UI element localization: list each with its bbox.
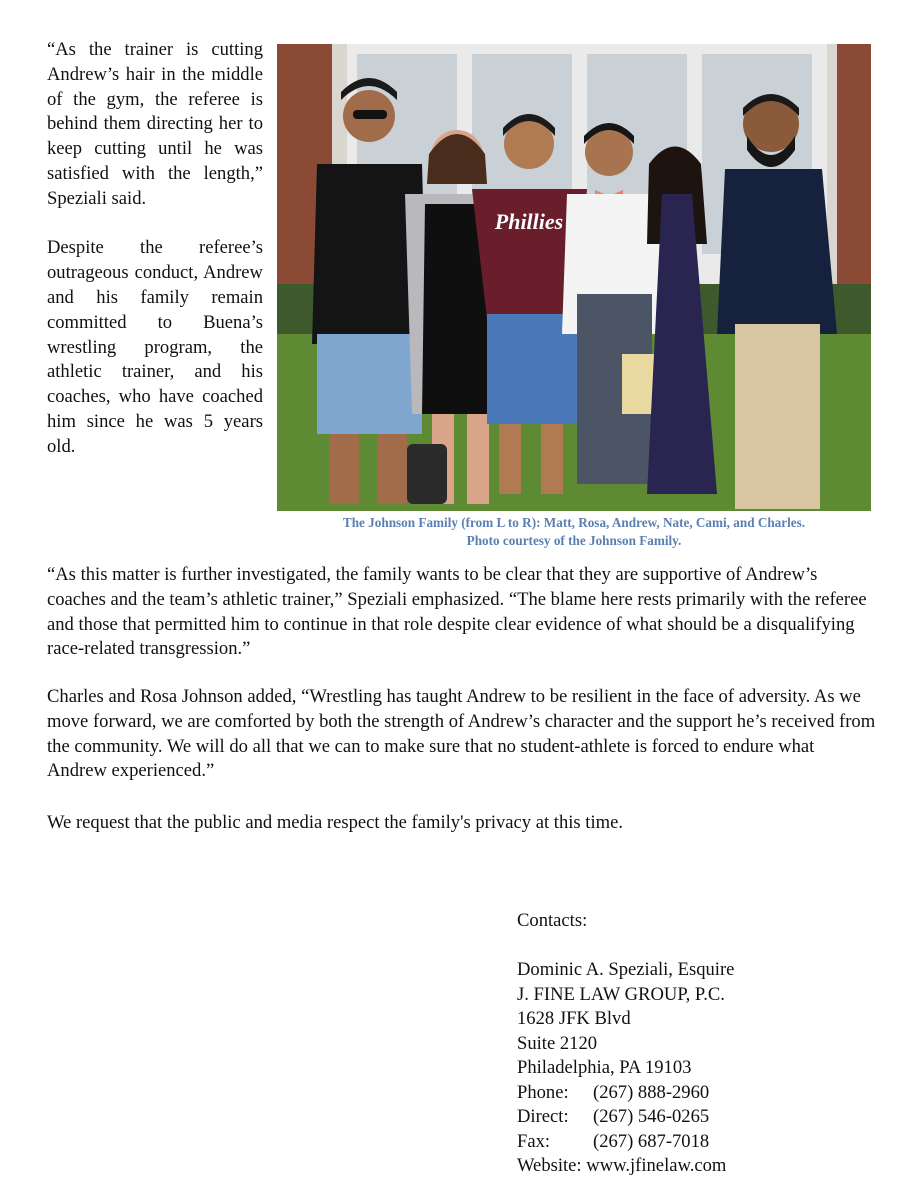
contact-suite: Suite 2120 [517, 1032, 598, 1054]
family-statement-paragraph: Charles and Rosa Johnson added, “Wrestling has taught Andrew to be resilient in the face of adversity. As we move forward, we are comforted by both the strength of Andrew’s character and the support he’s received from the community. We will do all that we can to make sure that no student-athlete is forced to endure what Andrew experienced.” [47, 686, 876, 782]
left-column-text [47, 38, 263, 460]
contact-phone-row [517, 1081, 877, 1106]
contact-city: Philadelphia, PA 19103 [517, 1057, 692, 1078]
privacy-request-paragraph: We request that the public and media respect the family's privacy at this time. [47, 812, 624, 833]
contact-firm: J. FINE LAW GROUP, P.C. [517, 983, 725, 1005]
caption-line-2: Photo courtesy of the Johnson Family. [466, 533, 682, 548]
contacts-block [517, 909, 877, 1179]
contact-name: Dominic A. Speziali, Esquire [517, 959, 735, 980]
website-label: Website: [517, 1155, 582, 1176]
fax-label: Fax: [517, 1130, 551, 1152]
contact-direct-row [517, 1105, 877, 1130]
commitment-paragraph: Despite the referee’s outrageous conduct, Andrew and his family remain committed to Buena’s wrestling program, the athletic trainer, and his coaches, who have coached him since he was 5 years old. [47, 237, 263, 457]
jersey-text: Phillies [494, 209, 564, 234]
contact-street: 1628 JFK Blvd [517, 1008, 631, 1029]
fax-number: (267) 687-7018 [593, 1130, 710, 1152]
caption-line-1: The Johnson Family (from L to R): Matt, Rosa, Andrew, Nate, Cami, and Charles. [342, 515, 806, 530]
contact-website-row [517, 1154, 877, 1179]
contacts-heading: Contacts: [517, 910, 588, 931]
phone-label: Phone: [517, 1081, 569, 1103]
contact-fax-row [517, 1130, 877, 1155]
website-link[interactable]: www.jfinelaw.com [586, 1155, 727, 1176]
direct-label: Direct: [517, 1106, 569, 1127]
direct-number[interactable]: (267) 546-0265 [593, 1106, 710, 1127]
quote-paragraph: “As the trainer is cutting Andrew’s hair in the middle of the gym, the referee is behind them directing her to keep cutting until he was satisfied with the length,” Speziali said. [47, 39, 263, 209]
investigation-paragraph: “As this matter is further investigated, the family wants to be clear that they are supportive of Andrew’s coaches and the team’s athletic trainer,” Speziali emphasized. “The blame here rests primarily with the referee and those that permitted him to continue in that role despite clear evidence of what should be a disqualifying race-related transgression.” [47, 564, 867, 660]
phone-number[interactable]: (267) 888-2960 [593, 1081, 710, 1103]
photo-caption [277, 514, 871, 550]
family-photo [277, 44, 871, 511]
